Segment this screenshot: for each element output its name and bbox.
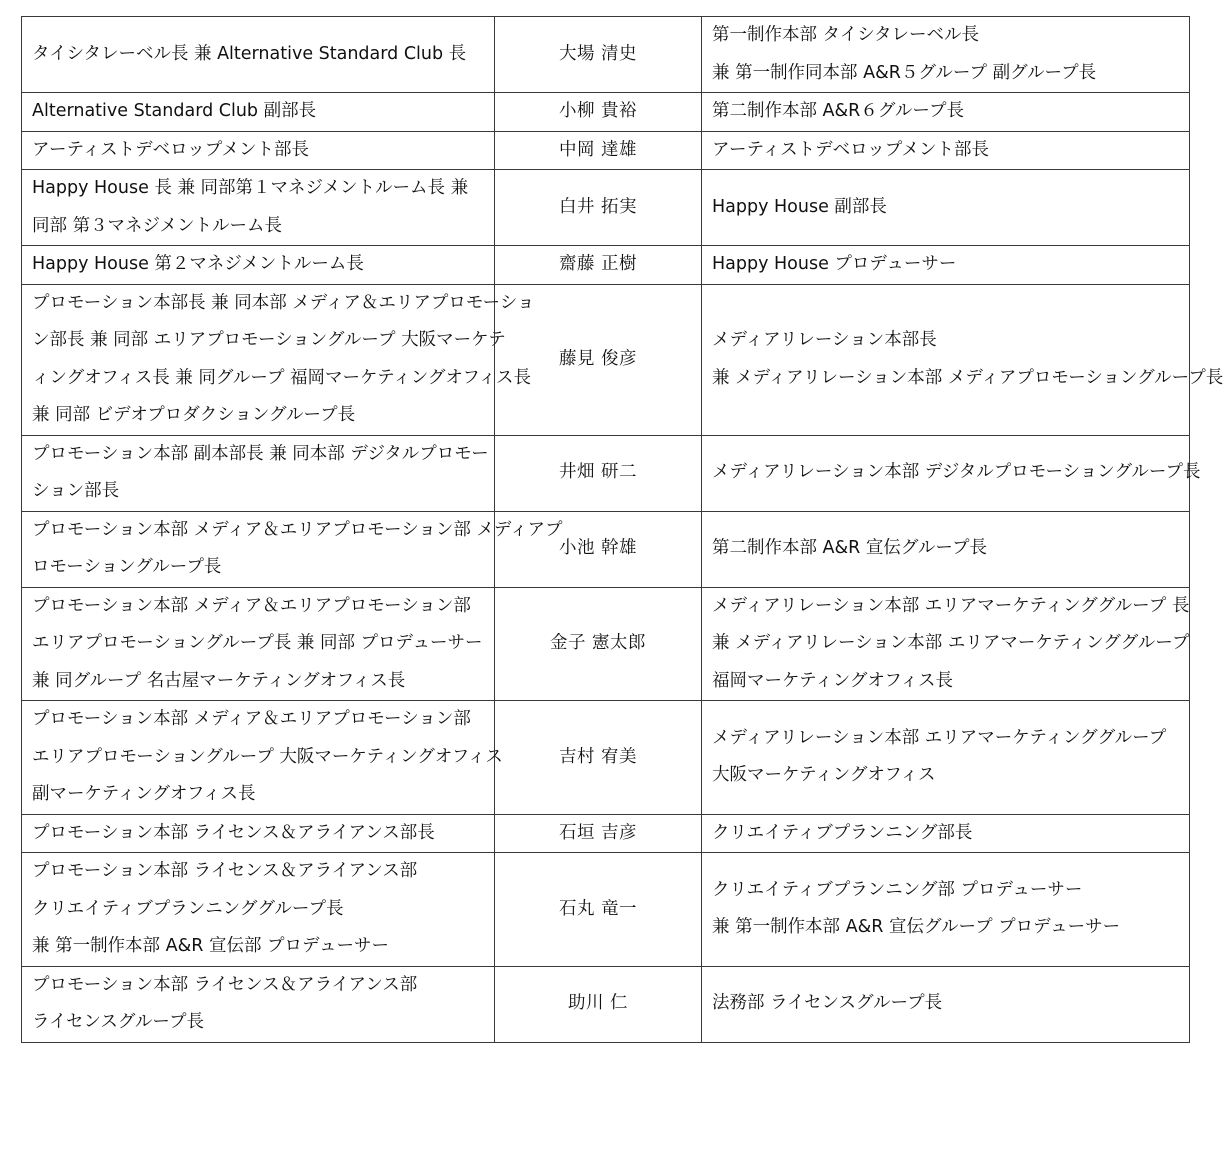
person-name-cell (495, 814, 702, 853)
old-position-line: アーティストデベロップメント部長 (712, 139, 990, 160)
old-position-cell (702, 587, 1190, 701)
old-position-line: Happy House プロデューサー (712, 254, 957, 274)
new-position-cell (22, 17, 495, 93)
table-row (22, 587, 1190, 701)
old-position-line: 兼 メディアリレーション本部 エリアマーケティンググループ (712, 633, 1190, 653)
table-row (22, 93, 1190, 132)
person-name-cell (495, 246, 702, 285)
table-body (22, 17, 1223, 1043)
old-position-cell (702, 246, 1190, 285)
new-position-line: プロモーション本部 メディア＆エリアプロモーション部 (32, 595, 471, 616)
new-position-line: 兼 第一制作本部 A&R 宣伝部 プロデューサー (32, 936, 390, 956)
table-row (22, 284, 1190, 435)
table-row (22, 701, 1190, 815)
person-name: 白井 拓実 (558, 196, 638, 217)
new-position-line: ィングオフィス長 兼 同グループ 福岡マーケティングオフィス長 (32, 367, 531, 388)
new-position-cell (22, 587, 495, 701)
person-name: 藤見 俊彦 (558, 348, 638, 369)
person-name: 小柳 貴裕 (558, 101, 638, 121)
new-position-line: タイシタレーベル長 兼 Alternative Standard Club 長 (32, 43, 467, 64)
new-position-line: プロモーション本部長 兼 同本部 メディア＆エリアプロモーショ (32, 292, 535, 313)
person-name-cell (495, 701, 702, 815)
table-row (22, 814, 1190, 853)
old-position-line: メディアリレーション本部 エリアマーケティンググループ 長 (712, 595, 1190, 616)
old-position-line: 兼 第一制作本部 A&R 宣伝グループ プロデューサー (712, 917, 1121, 938)
new-position-cell (22, 246, 495, 285)
table-row (22, 853, 1190, 967)
new-position-line: プロモーション本部 ライセンス＆アライアンス部 (32, 861, 418, 881)
old-position-line: 第二制作本部 A&R６グループ長 (712, 101, 964, 121)
table-row (22, 170, 1190, 246)
table-row (22, 435, 1190, 511)
new-position-line: プロモーション本部 副本部長 兼 同本部 デジタルプロモー (32, 443, 489, 464)
table-row (22, 17, 1190, 93)
person-name-cell (495, 587, 702, 701)
table-row (22, 246, 1190, 285)
person-name: 石丸 竜一 (558, 898, 638, 919)
new-position-line: ション部長 (32, 481, 120, 501)
old-position-cell (702, 701, 1190, 815)
new-position-cell (22, 853, 495, 967)
old-position-line: 法務部 ライセンスグループ長 (712, 993, 943, 1014)
old-position-cell (702, 170, 1190, 246)
old-position-line: 兼 メディアリレーション本部 メディアプロモーショングループ長 (712, 367, 1223, 388)
new-position-line: ロモーショングループ長 (32, 557, 222, 577)
new-position-cell (22, 511, 563, 587)
old-position-line: メディアリレーション本部 エリアマーケティンググループ (712, 727, 1167, 748)
person-name: 大場 清史 (558, 43, 638, 64)
new-position-line: アーティストデベロップメント部長 (32, 139, 310, 160)
person-name: 石垣 吉彦 (558, 822, 638, 843)
new-position-line: エリアプロモーショングループ長 兼 同部 プロデューサー (32, 633, 483, 653)
new-position-line: Alternative Standard Club 副部長 (32, 101, 317, 121)
person-name: 金子 憲太郎 (549, 633, 647, 653)
new-position-line: Happy House 長 兼 同部第１マネジメントルーム長 兼 (32, 178, 469, 198)
new-position-line: 副マーケティングオフィス長 (32, 784, 256, 804)
new-position-cell (22, 701, 503, 815)
old-position-line: メディアリレーション本部 デジタルプロモーショングループ長 (712, 462, 1201, 483)
old-position-line: 福岡マーケティングオフィス長 (712, 670, 953, 691)
old-position-line: クリエイティブプランニング部長 (712, 822, 973, 843)
new-position-cell (22, 170, 495, 246)
person-name: 吉村 宥美 (558, 746, 638, 767)
person-name-cell (495, 131, 702, 170)
person-name-cell (495, 435, 702, 511)
old-position-line: 兼 第一制作同本部 A&R５グループ 副グループ長 (712, 62, 1097, 83)
new-position-line: エリアプロモーショングループ 大阪マーケティングオフィス (32, 746, 503, 767)
person-name-cell (495, 966, 702, 1042)
old-position-line: クリエイティブプランニング部 プロデューサー (712, 879, 1083, 900)
table-row (22, 966, 1190, 1042)
new-position-line: クリエイティブプランニンググループ長 (32, 898, 344, 919)
person-name-cell (495, 170, 702, 246)
person-name: 小池 幹雄 (558, 538, 638, 559)
new-position-line: 同部 第３マネジメントルーム長 (32, 215, 283, 236)
person-name: 井畑 研二 (558, 462, 638, 483)
new-position-line: プロモーション本部 ライセンス＆アライアンス部 (32, 974, 418, 995)
new-position-line: プロモーション本部 メディア＆エリアプロモーション部 メディアプ (32, 519, 563, 540)
old-position-line: 第二制作本部 A&R 宣伝グループ長 (712, 538, 988, 559)
old-position-line: メディアリレーション本部長 (712, 330, 937, 350)
old-position-cell (702, 131, 1190, 170)
old-position-cell (702, 17, 1190, 93)
new-position-line: ライセンスグループ長 (32, 1012, 205, 1032)
new-position-line: 兼 同グループ 名古屋マーケティングオフィス長 (32, 670, 406, 691)
old-position-line: 大阪マーケティングオフィス (712, 765, 936, 786)
new-position-cell (22, 814, 495, 853)
old-position-cell (702, 284, 1223, 435)
person-name-cell (495, 93, 702, 132)
new-position-line: プロモーション本部 ライセンス＆アライアンス部長 (32, 822, 435, 843)
personnel-change-table (21, 16, 1223, 1043)
new-position-cell (22, 435, 495, 511)
new-position-line: ン部長 兼 同部 エリアプロモーショングループ 大阪マーケテ (32, 330, 506, 350)
person-name-cell (495, 853, 702, 967)
new-position-line: Happy House 第２マネジメントルーム長 (32, 254, 364, 274)
new-position-line: 兼 同部 ビデオプロダクショングループ長 (32, 405, 356, 425)
old-position-line: Happy House 副部長 (712, 196, 887, 217)
new-position-cell (22, 966, 495, 1042)
person-name: 齋藤 正樹 (558, 254, 638, 274)
old-position-cell (702, 435, 1201, 511)
old-position-cell (702, 93, 1190, 132)
old-position-cell (702, 966, 1190, 1042)
person-name-cell (495, 17, 702, 93)
new-position-cell (22, 284, 535, 435)
old-position-cell (702, 853, 1190, 967)
old-position-cell (702, 814, 1190, 853)
table-row (22, 131, 1190, 170)
table-row (22, 511, 1190, 587)
old-position-line: 第一制作本部 タイシタレーベル長 (712, 25, 980, 45)
old-position-cell (702, 511, 1190, 587)
person-name: 助川 仁 (567, 993, 629, 1014)
new-position-cell (22, 93, 495, 132)
person-name: 中岡 達雄 (558, 139, 638, 160)
new-position-line: プロモーション本部 メディア＆エリアプロモーション部 (32, 709, 471, 729)
new-position-cell (22, 131, 495, 170)
